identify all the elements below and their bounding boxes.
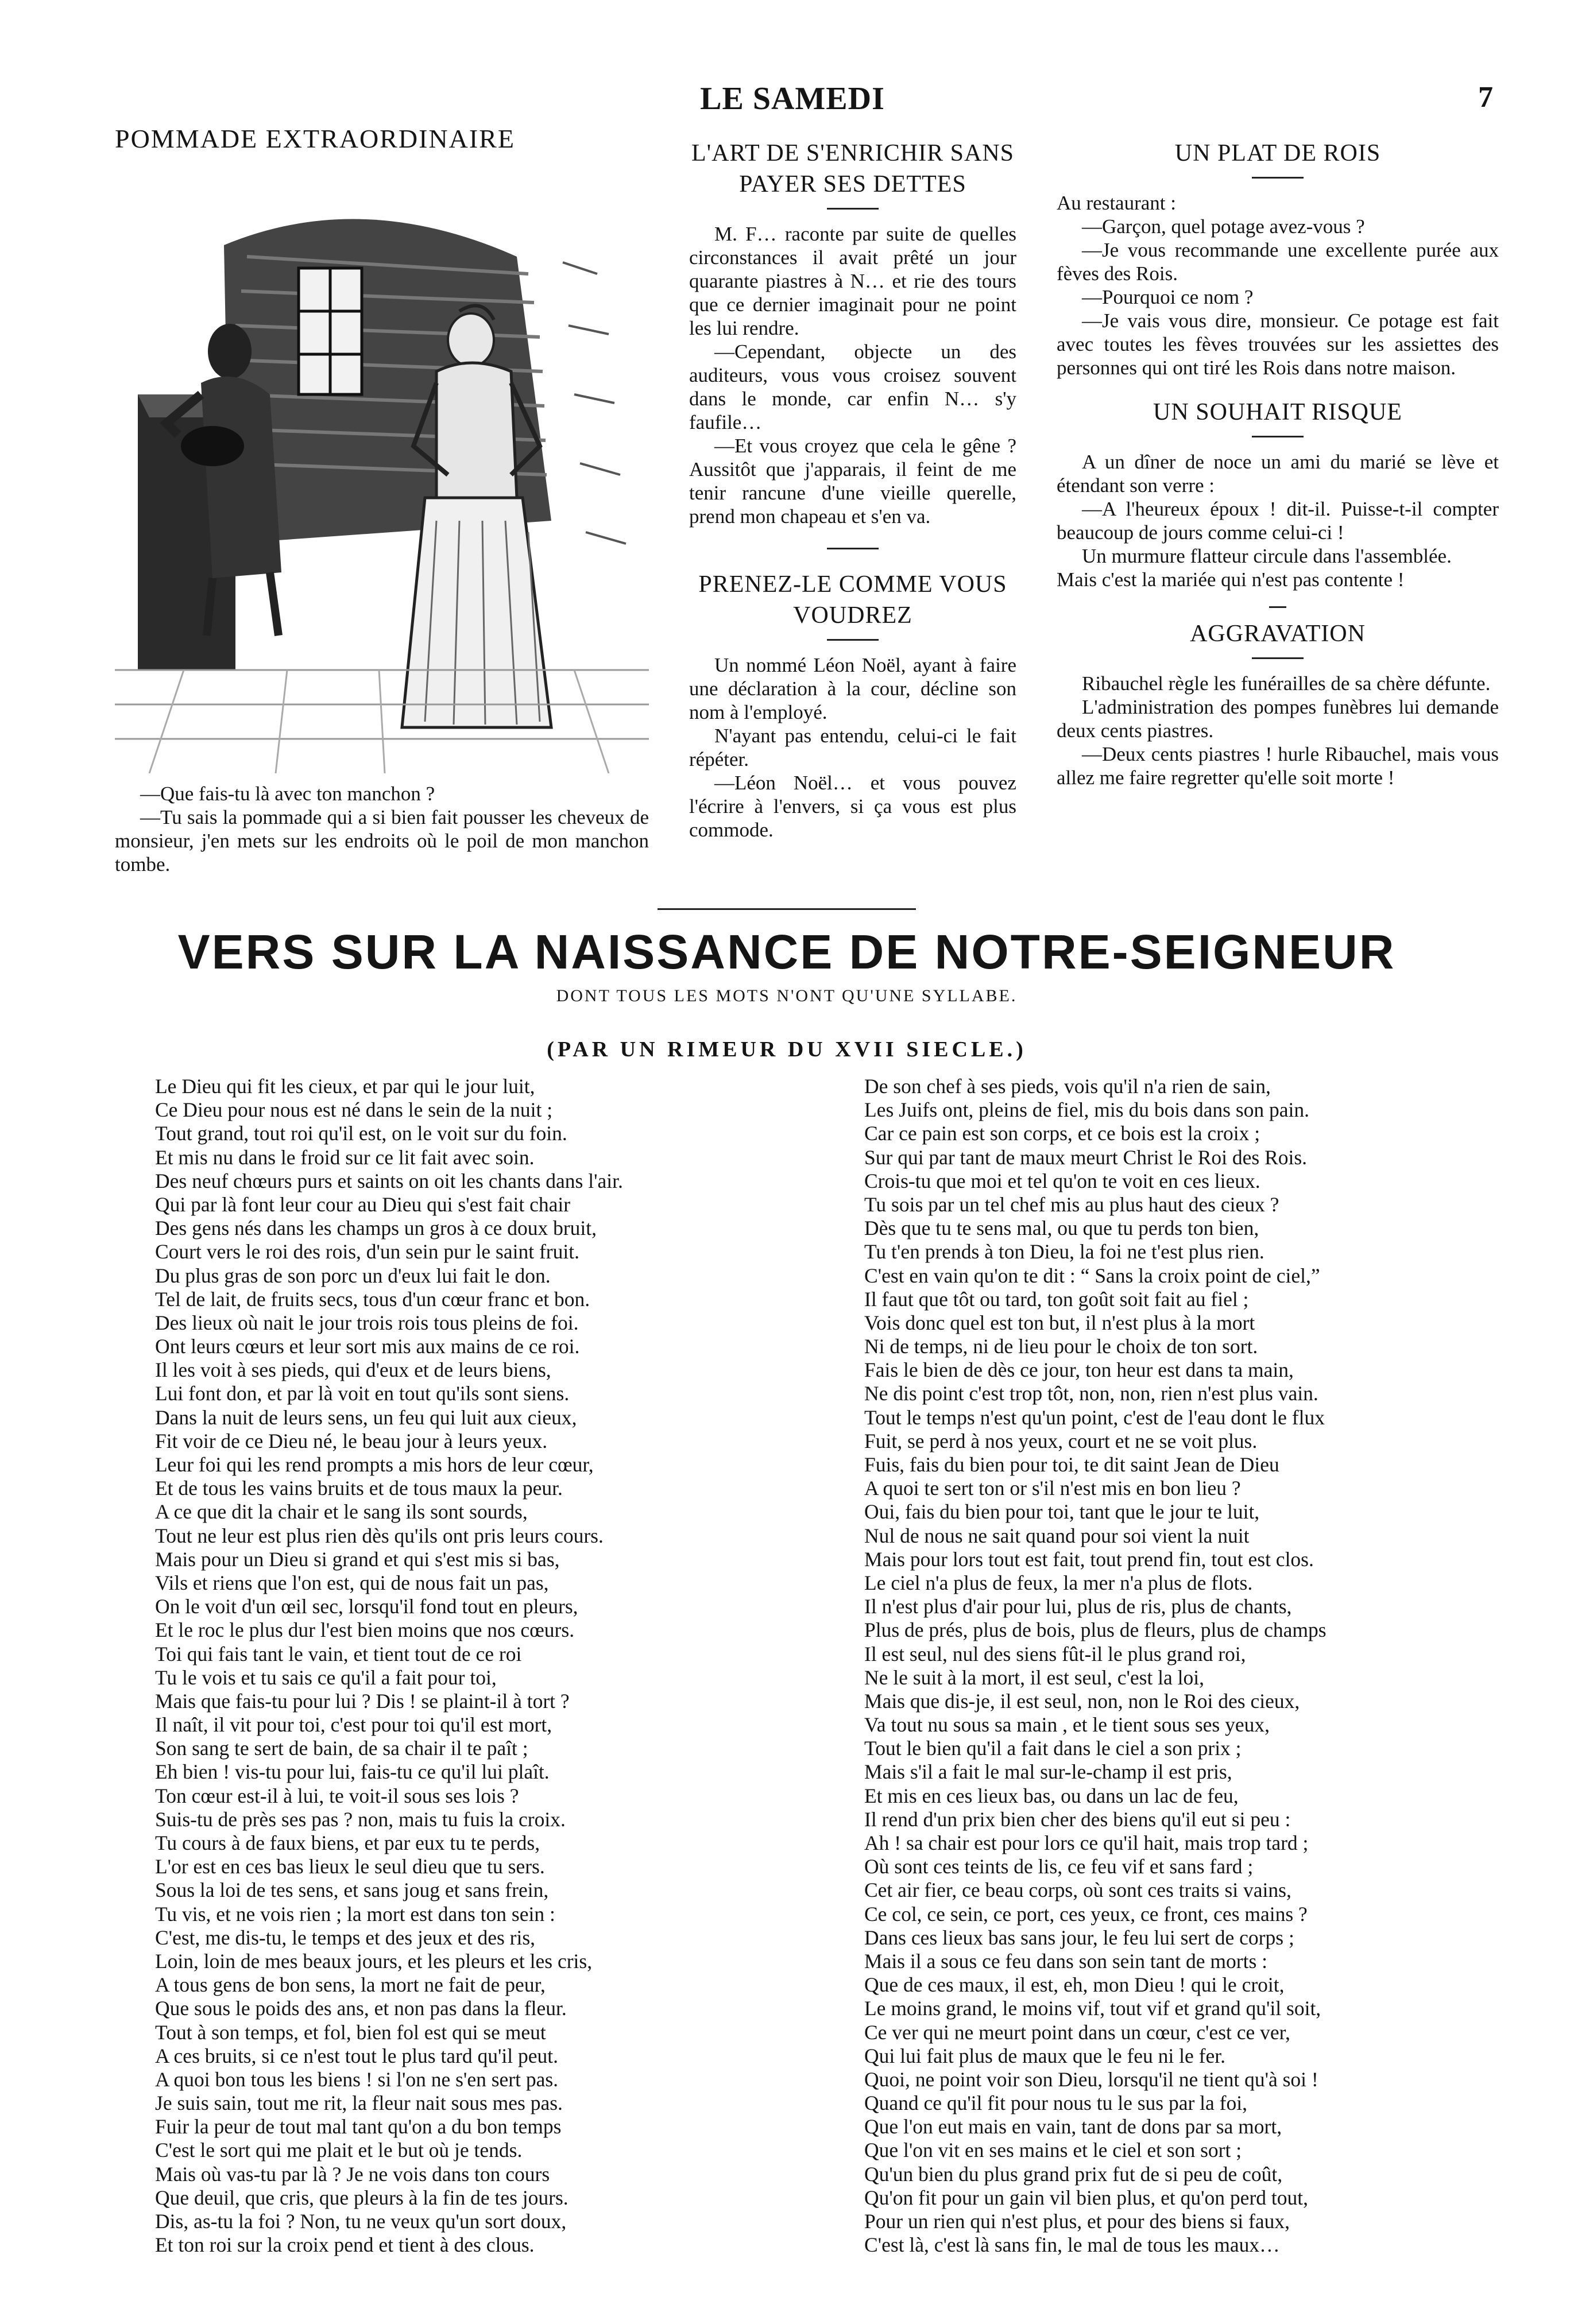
poem-line: Vils et riens que l'on est, qui de nous fait un pas,: [155, 1571, 549, 1594]
divider: [827, 548, 879, 549]
paragraph: Un murmure flatteur circule dans l'assemblée.: [1082, 545, 1452, 567]
heading-pommade: POMMADE EXTRAORDINAIRE: [115, 124, 515, 153]
poem-line: Tu vis, et ne vois rien ; la mort est dans ton sein :: [155, 1902, 555, 1926]
heading-aggravation: AGGRAVATION: [1190, 621, 1366, 647]
paragraph: Mais c'est la mariée qui n'est pas contente !: [1057, 568, 1405, 591]
page-number: 7: [1478, 81, 1493, 114]
divider: [827, 639, 879, 641]
newspaper-title: LE SAMEDI: [700, 81, 885, 117]
caption-line: —Tu sais la pommade qui a si bien fait pousser les cheveux de monsieur, j'en mets sur les endroits où le poil de mon manchon tombe.: [115, 806, 649, 876]
paragraph: —Je vais vous dire, monsieur. Ce potage est fait avec toutes les fèves trouvées sur les assiettes des personnes qui ont tiré les Rois dans notre maison.: [1057, 309, 1499, 379]
poem-line: Ah ! sa chair est pour lors ce qu'il hait, mais trop tard ;: [864, 1831, 1309, 1854]
poem-line: Qui par là font leur cour au Dieu qui s'est fait chair: [155, 1192, 571, 1216]
poem-line: Des gens nés dans les champs un gros à ce doux bruit,: [155, 1217, 597, 1240]
paragraph: —Pourquoi ce nom ?: [1082, 286, 1254, 308]
poem-line: Plus de prés, plus de bois, plus de fleurs, plus de champs: [864, 1618, 1327, 1642]
poem-line: Ne dis point c'est trop tôt, non, non, rien n'est plus vain.: [864, 1382, 1318, 1405]
poem-line: Fuit, se perd à nos yeux, court et ne se voit plus.: [864, 1429, 1258, 1452]
poem-line: Cet air fier, ce beau corps, où sont ces traits si vains,: [864, 1878, 1291, 1902]
poem-line: Je suis sain, tout me rit, la fleur nait sous mes pas.: [155, 2091, 563, 2115]
poem-line: Dans la nuit de leurs sens, un feu qui luit aux cieux,: [155, 1405, 577, 1429]
poem-line: Mais où vas-tu par là ? Je ne vois dans ton cours: [155, 2162, 550, 2186]
story-art-enrichir: [689, 222, 1016, 528]
poem-line: Fuis, fais du bien pour toi, te dit saint Jean de Dieu: [864, 1453, 1279, 1476]
poem-line: Tout à son temps, et fol, bien fol est qui se meut: [155, 2020, 546, 2044]
poem-line: Tu t'en prends à ton Dieu, la foi ne t'est plus rien.: [864, 1240, 1264, 1264]
divider: [1252, 657, 1304, 659]
poem-line: Ce ver qui ne meurt point dans un cœur, c'est ce ver,: [864, 2020, 1290, 2044]
poem-line: Les Juifs ont, pleins de fiel, mis du bois dans son pain.: [864, 1098, 1310, 1122]
paragraph: Ribauchel règle les funérailles de sa chère défunte.: [1082, 672, 1491, 695]
heading-souhait-risque: UN SOUHAIT RISQUE: [1153, 399, 1402, 425]
poem-line: Suis-tu de près ses pas ? non, mais tu fuis la croix.: [155, 1807, 566, 1831]
poem-line: Que deuil, que cris, que pleurs à la fin de tes jours.: [155, 2186, 569, 2209]
paragraph: Au restaurant :: [1057, 192, 1176, 214]
poem-line: De son chef à ses pieds, vois qu'il n'a rien de sain,: [864, 1075, 1271, 1098]
illustration-caption: [115, 782, 649, 876]
story-plat-de-rois: [1057, 191, 1499, 379]
poem-line: Leur foi qui les rend prompts a mis hors de leur cœur,: [155, 1453, 594, 1476]
paragraph: M. F… raconte par suite de quelles circonstances il avait prêté un jour quarante piastres à N… et rie des tours que ce dernier imaginait pour ne point les lui rendre.: [689, 223, 1016, 339]
poem-line: Mais pour un Dieu si grand et qui s'est mis si bas,: [155, 1547, 560, 1571]
poem-line: On le voit d'un œil sec, lorsqu'il fond tout en pleurs,: [155, 1595, 578, 1618]
poem-line: Et le roc le plus dur l'est bien moins que nos cœurs.: [155, 1618, 575, 1642]
poem-line: Tu sois par un tel chef mis au plus haut des cieux ?: [864, 1192, 1279, 1216]
poem-line: A quoi te sert ton or s'il n'est mis en bon lieu ?: [864, 1477, 1241, 1500]
column-middle: [689, 138, 1016, 842]
paragraph: —Deux cents piastres ! hurle Ribauchel, mais vous allez me faire regretter qu'elle soit morte !: [1057, 743, 1499, 789]
poem-line: Le moins grand, le moins vif, tout vif et grand qu'il soit,: [864, 1997, 1321, 2020]
story-prenez-le: [689, 653, 1016, 842]
poem-line: Eh bien ! vis-tu pour lui, fais-tu ce qu'il lui plaît.: [155, 1760, 550, 1784]
poem-line: Mais que fais-tu pour lui ? Dis ! se plaint-il à tort ?: [155, 1689, 570, 1713]
poem-line: Son sang te sert de bain, de sa chair il te paît ;: [155, 1737, 528, 1760]
poem-line: Que l'on vit en ses mains et le ciel et son sort ;: [864, 2139, 1242, 2162]
poem-line: A ces bruits, si ce n'est tout le plus tard qu'il peut.: [155, 2044, 558, 2067]
poem-left-column: [155, 1075, 844, 2257]
paragraph: —Et vous croyez que cela le gêne ? Aussitôt que j'apparais, il feint de me tenir rancune d'une vieille querelle, prend mon chapeau et s'en va.: [689, 435, 1016, 528]
poem-line: Du plus gras de son porc un d'eux lui fait le don.: [155, 1264, 551, 1287]
poem-line: Tel de lait, de fruits secs, tous d'un cœur franc et bon.: [155, 1287, 590, 1311]
poem-line: A tous gens de bon sens, la mort ne fait de peur,: [155, 1973, 546, 1997]
poem-line: Vois donc quel est ton but, il n'est plus à la mort: [864, 1311, 1255, 1334]
poem-line: Crois-tu que moi et tel qu'on te voit en ces lieux.: [864, 1169, 1260, 1192]
paragraph: N'ayant pas entendu, celui-ci le fait répéter.: [689, 725, 1016, 770]
poem-line: Sur qui par tant de maux meurt Christ le Roi des Rois.: [864, 1145, 1308, 1169]
paragraph: —Garçon, quel potage avez-vous ?: [1082, 215, 1365, 238]
poem-line: Il faut que tôt ou tard, ton goût soit fait au fiel ;: [864, 1287, 1249, 1311]
poem-line: Oui, fais du bien pour toi, tant que le jour te luit,: [864, 1500, 1260, 1524]
poem-line: Quand ce qu'il fit pour nous tu le sus par la foi,: [864, 2091, 1247, 2115]
poem-line: Et mis en ces lieux bas, ou dans un lac de feu,: [864, 1784, 1239, 1807]
poem-line: Sous la loi de tes sens, et sans joug et sans frein,: [155, 1878, 549, 1902]
paragraph: A un dîner de noce un ami du marié se lève et étendant son verre :: [1057, 451, 1499, 497]
poem-line: Va tout nu sous sa main , et le tient sous ses yeux,: [864, 1713, 1270, 1737]
poem-line: A quoi bon tous les biens ! si l'on ne s'en sert pas.: [155, 2067, 559, 2091]
poem-line: Tu cours à de faux biens, et par eux tu te perds,: [155, 1831, 540, 1854]
poem-line: Il naît, il vit pour toi, c'est pour toi qu'il est mort,: [155, 1713, 552, 1737]
poem-line: Court vers le roi des rois, d'un sein pur le saint fruit.: [155, 1240, 579, 1264]
poem-line: Où sont ces teints de lis, ce feu vif et sans fard ;: [864, 1855, 1254, 1878]
poem-line: Qu'un bien du plus grand prix fut de si peu de coût,: [864, 2162, 1283, 2186]
poem-line: Tout grand, tout roi qu'il est, on le voit sur du foin.: [155, 1122, 567, 1145]
divider: [1252, 177, 1304, 179]
poem-line: Il est seul, nul des siens fût-il le plus grand roi,: [864, 1642, 1246, 1665]
poem-line: Qui lui fait plus de maux que le feu ni le fer.: [864, 2044, 1225, 2067]
poem-right-column: [864, 1075, 1553, 2257]
heading-prenez-le: PRENEZ-LE COMME VOUS VOUDREZ: [698, 571, 1007, 629]
poem-line: Fuir la peur de tout mal tant qu'on a du bon temps: [155, 2115, 562, 2139]
poem-line: Quoi, ne point voir son Dieu, lorsqu'il ne tient qu'à soi !: [864, 2067, 1318, 2091]
poem-line: Car ce pain est son corps, et ce bois est la croix ;: [864, 1122, 1260, 1145]
poem-line: Que sous le poids des ans, et non pas dans la fleur.: [155, 1997, 567, 2020]
poem-line: Mais il a sous ce feu dans son sein tant de morts :: [864, 1949, 1267, 1973]
poem-line: Il les voit à ses pieds, qui d'eux et de leurs biens,: [155, 1358, 551, 1382]
poem-line: Que de ces maux, il est, eh, mon Dieu ! qui le croit,: [864, 1973, 1285, 1997]
poem-line: Fit voir de ce Dieu né, le beau jour à leurs yeux.: [155, 1429, 548, 1452]
poem-line: Des lieux où nait le jour trois rois tous pleins de foi.: [155, 1311, 579, 1334]
poem-line: Que l'on eut mais en vain, tant de dons par sa mort,: [864, 2115, 1282, 2139]
poem-line: Le Dieu qui fit les cieux, et par qui le jour luit,: [155, 1075, 535, 1098]
poem-line: Mais s'il a fait le mal sur-le-champ il est pris,: [864, 1760, 1232, 1784]
poem-line: Le ciel n'a plus de feux, la mer n'a plus de flots.: [864, 1571, 1253, 1594]
poem-line: Mais pour lors tout est fait, tout prend fin, tout est clos.: [864, 1547, 1314, 1571]
paragraph: —Léon Noël… et vous pouvez l'écrire à l'envers, si ça vous est plus commode.: [689, 772, 1016, 841]
poem-line: Et de tous les vains bruits et de tous maux la peur.: [155, 1477, 563, 1500]
poem-byline: (PAR UN RIMEUR DU XVII SIECLE.): [547, 1037, 1027, 1062]
poem-line: A ce que dit la chair et le sang ils sont sourds,: [155, 1500, 528, 1524]
poem-line: Tout le bien qu'il a fait dans le ciel a son prix ;: [864, 1737, 1242, 1760]
heading-plat-de-rois: UN PLAT DE ROIS: [1174, 140, 1381, 166]
poem-line: L'or est en ces bas lieux le seul dieu que tu sers.: [155, 1855, 545, 1878]
poem-line: Des neuf chœurs purs et saints on oit les chants dans l'air.: [155, 1169, 623, 1192]
divider: [1269, 606, 1286, 608]
poem-line: C'est, me dis-tu, le temps et des jeux et des ris,: [155, 1926, 536, 1949]
poem-line: Mais que dis-je, il est seul, non, non le Roi des cieux,: [864, 1689, 1300, 1713]
poem-line: Il n'est plus d'air pour lui, plus de ris, plus de chants,: [864, 1595, 1292, 1618]
column-right: [1057, 138, 1499, 789]
paragraph: —Cependant, objecte un des auditeurs, vous vous croisez souvent dans le monde, car enfin N… s'y faufile…: [689, 340, 1016, 433]
story-souhait-risque: [1057, 450, 1499, 591]
divider: [827, 208, 879, 210]
poem-line: Toi qui fais tant le vain, et tient tout de ce roi: [155, 1642, 522, 1665]
paragraph: Un nommé Léon Noël, ayant à faire une déclaration à la cour, décline son nom à l'employé.: [689, 654, 1016, 723]
poem-line: Tout le temps n'est qu'un point, c'est de l'eau dont le flux: [864, 1405, 1325, 1429]
poem-line: C'est le sort qui me plait et le but où je tends.: [155, 2139, 523, 2162]
paragraph: L'administration des pompes funèbres lui demande deux cents piastres.: [1057, 696, 1499, 742]
divider: [1252, 436, 1304, 437]
poem-subtitle: DONT TOUS LES MOTS N'ONT QU'UNE SYLLABE.: [556, 986, 1018, 1005]
heading-art-enrichir: L'ART DE S'ENRICHIR SANS PAYER SES DETTES: [691, 140, 1015, 197]
poem-title: VERS SUR LA NAISSANCE DE NOTRE-SEIGNEUR: [177, 925, 1396, 979]
poem-line: Ne le suit à la mort, il est seul, c'est la loi,: [864, 1665, 1205, 1689]
poem-line: Qu'on fit pour un gain vil bien plus, et qu'on perd tout,: [864, 2186, 1308, 2209]
engraving-illustration: [115, 176, 649, 773]
poem-line: Dis, as-tu la foi ? Non, tu ne veux qu'un sort doux,: [155, 2210, 567, 2233]
poem-line: C'est en vain qu'on te dit : “ Sans la croix point de ciel,”: [864, 1264, 1320, 1287]
poem-line: Tu le vois et tu sais ce qu'il a fait pour toi,: [155, 1665, 497, 1689]
column-pommade: [115, 123, 649, 876]
poem-line: Pour un rien qui n'est plus, et pour des biens si faux,: [864, 2210, 1290, 2233]
poem-line: Tout ne leur est plus rien dès qu'ils ont pris leurs cours.: [155, 1524, 604, 1547]
section-divider: [658, 908, 916, 910]
caption-line: —Que fais-tu là avec ton manchon ?: [140, 783, 435, 805]
poem-line: Ton cœur est-il à lui, te voit-il sous ses lois ?: [155, 1784, 519, 1807]
poem-line: Ce col, ce sein, ce port, ces yeux, ce front, ces mains ?: [864, 1902, 1308, 1926]
poem-line: C'est là, c'est là sans fin, le mal de tous les maux…: [864, 2233, 1280, 2257]
poem-line: Fais le bien de dès ce jour, ton heur est dans ta main,: [864, 1358, 1294, 1382]
poem-line: Et mis nu dans le froid sur ce lit fait avec soin.: [155, 1145, 535, 1169]
poem-line: Et ton roi sur la croix pend et tient à des clous.: [155, 2233, 535, 2257]
poem-line: Dès que tu te sens mal, ou que tu perds ton bien,: [864, 1217, 1259, 1240]
paragraph: —Je vous recommande une excellente purée aux fèves des Rois.: [1057, 239, 1499, 285]
poem-line: Loin, loin de mes beaux jours, et les pleurs et les cris,: [155, 1949, 593, 1973]
poem-line: Dans ces lieux bas sans jour, le feu lui sert de corps ;: [864, 1926, 1294, 1949]
poem-line: Lui font don, et par là voit en tout qu'ils sont siens.: [155, 1382, 570, 1405]
poem-line: Ni de temps, ni de lieu pour le choix de ton sort.: [864, 1335, 1258, 1358]
paragraph: —A l'heureux époux ! dit-il. Puisse-t-il compter beaucoup de jours comme celui-ci !: [1057, 498, 1499, 544]
poem-line: Il rend d'un prix bien cher des biens qu'il eut si peu :: [864, 1807, 1291, 1831]
poem-line: Ce Dieu pour nous est né dans le sein de la nuit ;: [155, 1098, 553, 1122]
poem-line: Nul de nous ne sait quand pour soi vient la nuit: [864, 1524, 1250, 1547]
story-aggravation: [1057, 672, 1499, 789]
poem-line: Ont leurs cœurs et leur sort mis aux mains de ce roi.: [155, 1335, 580, 1358]
